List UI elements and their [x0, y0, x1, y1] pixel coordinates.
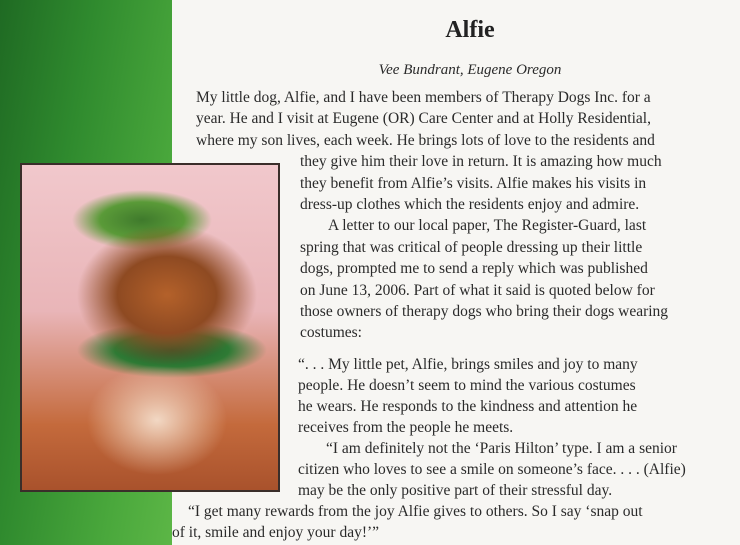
quote-line: “I am definitely not the ‘Paris Hilton’ type. I am a senior [326, 440, 677, 457]
photo-dog-in-green-hat [20, 163, 280, 492]
article-byline: Vee Bundrant, Eugene Oregon [378, 62, 562, 78]
body-line: dogs, prompted me to send a reply which was published [300, 260, 648, 277]
quote-line: people. He doesn’t seem to mind the various costumes [298, 377, 636, 394]
body-line: on June 13, 2006. Part of what it said is quoted below for [300, 282, 655, 299]
quote-line: receives from the people he meets. [298, 419, 514, 436]
body-line: they benefit from Alfie’s visits. Alfie makes his visits in [300, 175, 647, 192]
quote-line: “. . . My little pet, Alfie, brings smiles and joy to many [298, 356, 638, 373]
article-title: Alfie [445, 17, 495, 43]
body-line: dress-up clothes which the residents enjoy and admire. [300, 196, 640, 213]
body-line: spring that was critical of people dressing up their little [300, 239, 643, 256]
body-line: A letter to our local paper, The Register-Guard, last [328, 217, 647, 234]
body-line: costumes: [300, 324, 362, 341]
quote-line: “I get many rewards from the joy Alfie gives to others. So I say ‘snap out [188, 503, 643, 520]
quote-line: of it, smile and enjoy your day!’” [172, 524, 380, 541]
quote-line: he wears. He responds to the kindness and attention he [298, 398, 638, 415]
quote-line: citizen who loves to see a smile on someone’s face. . . . (Alfie) [298, 461, 686, 478]
body-line: those owners of therapy dogs who bring their dogs wearing [300, 303, 669, 320]
quote-line: may be the only positive part of their stressful day. [298, 482, 613, 499]
body-line: year. He and I visit at Eugene (OR) Care Center and at Holly Residential, [196, 110, 651, 127]
body-line: My little dog, Alfie, and I have been members of Therapy Dogs Inc. for a [196, 89, 651, 106]
body-line: where my son lives, each week. He brings lots of love to the residents and [196, 132, 655, 149]
body-line: they give him their love in return. It is amazing how much [300, 153, 662, 170]
